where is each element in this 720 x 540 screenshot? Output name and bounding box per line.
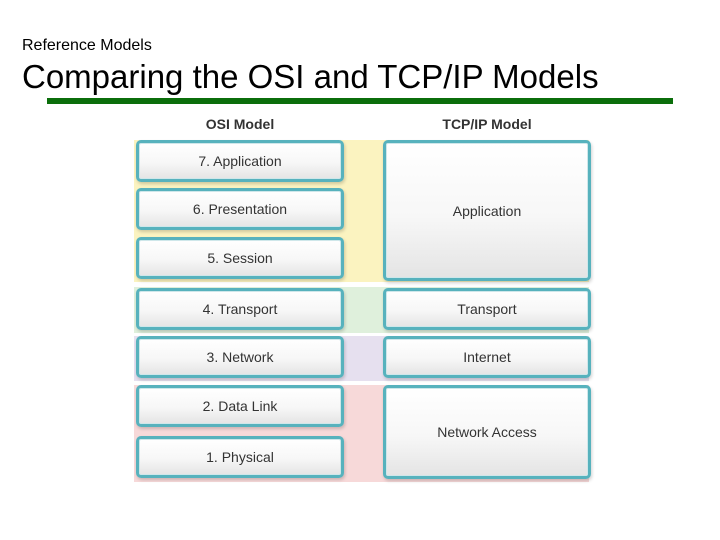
tcpip-layer-transport: Transport — [383, 288, 591, 330]
slide-subtitle: Reference Models — [22, 37, 152, 54]
osi-model-heading: OSI Model — [205, 116, 275, 132]
tcpip-model-heading: TCP/IP Model — [442, 116, 532, 132]
osi-layer-application: 7. Application — [136, 140, 344, 182]
tcpip-layer-network-access: Network Access — [383, 385, 591, 479]
title-underline — [47, 98, 673, 104]
osi-layer-transport: 4. Transport — [136, 288, 344, 330]
osi-layer-physical: 1. Physical — [136, 436, 344, 478]
slide-title: Comparing the OSI and TCP/IP Models — [22, 58, 599, 95]
osi-layer-session: 5. Session — [136, 237, 344, 279]
osi-layer-presentation: 6. Presentation — [136, 188, 344, 230]
osi-layer-data-link: 2. Data Link — [136, 385, 344, 427]
tcpip-layer-application: Application — [383, 140, 591, 281]
osi-layer-network: 3. Network — [136, 336, 344, 378]
tcpip-layer-internet: Internet — [383, 336, 591, 378]
